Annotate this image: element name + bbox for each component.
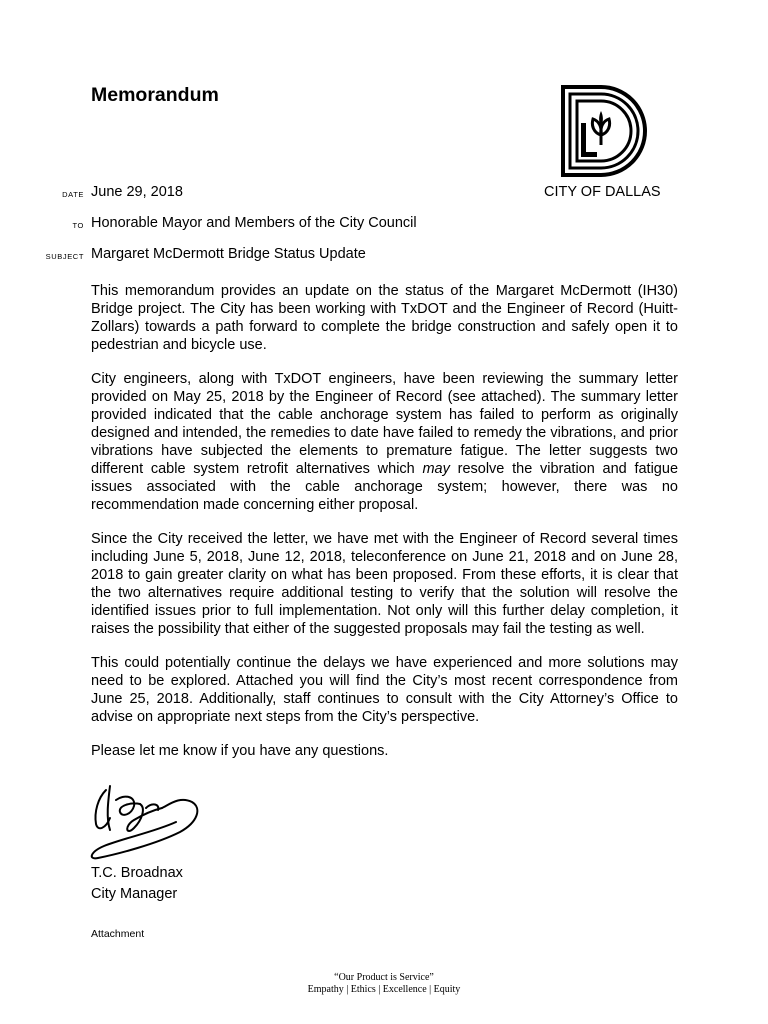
signer-name: T.C. Broadnax (91, 865, 183, 881)
paragraph-3: Since the City received the letter, we have met with the Engineer of Record several times including June 5, 2018, June 12, 2018, teleconference on June 21, 2018 and on June 28, 2018 to gain greater clarity on what has been proposed. From these efforts, it is clear that the two alternatives require additional testing to verify that the solution will resolve the identified issues prior to full implementation. Not only will this further delay completion, it raises the possibility that either of the suggested proposals may fail the testing as well. (91, 531, 678, 637)
memo-title: Memorandum (91, 84, 219, 106)
paragraph-1: This memorandum provides an update on the status of the Margaret McDermott (IH30) Bridge project. The City has been working with TxDOT and the Engineer of Record (Huitt-Zollars) towards a path forward to complete the bridge construction and safely open it to pedestrian and bicycle use. (91, 283, 678, 353)
paragraph-2-text: City engineers, along with TxDOT engineers, have been reviewing the summary letter provided on May 25, 2018 by the Engineer of Record (see attached). The summary letter provided indicated that the cable anchorage system has failed to perform as originally designed and intended, the remedies to date have failed to remedy the vibrations, and prior vibrations have subjected the elements to premature fatigue. The letter suggests two different cable system retrofit alternatives which (91, 371, 678, 477)
signer-title: City Manager (91, 886, 178, 902)
date-label: DATE (62, 190, 84, 199)
memo-date: June 29, 2018 (91, 184, 183, 200)
paragraph-2 (91, 370, 678, 514)
signature-image (84, 778, 204, 868)
subject-label: SUBJECT (45, 252, 84, 261)
org-name: CITY OF DALLAS (544, 184, 661, 200)
to-label: TO (72, 221, 84, 230)
footer-motto: “Our Product is Service” (334, 972, 434, 983)
paragraph-4: This could potentially continue the delays we have experienced and more solutions may need to be explored. Attached you will find the City’s most recent correspondence from June 25, 2018. Additionally, staff continues to consult with the City Attorney’s Office to advise on appropriate next steps from the City’s perspective. (91, 655, 678, 725)
memo-subject: Margaret McDermott Bridge Status Update (91, 246, 366, 262)
paragraph-2-text-end: resolve the vibration and fatigue issues associated with the cable anchorage system; however, there was no recommendation made concerning either proposal. (91, 461, 679, 513)
attachment-note: Attachment (91, 928, 145, 940)
footer-values: Empathy | Ethics | Excellence | Equity (307, 984, 461, 995)
paragraph-5: Please let me know if you have any questions. (91, 743, 389, 759)
memo-recipient: Honorable Mayor and Members of the City Council (91, 215, 417, 231)
memo-body (91, 282, 678, 776)
city-of-dallas-logo-icon (561, 83, 649, 179)
paragraph-2-emphasis: may (422, 461, 450, 477)
